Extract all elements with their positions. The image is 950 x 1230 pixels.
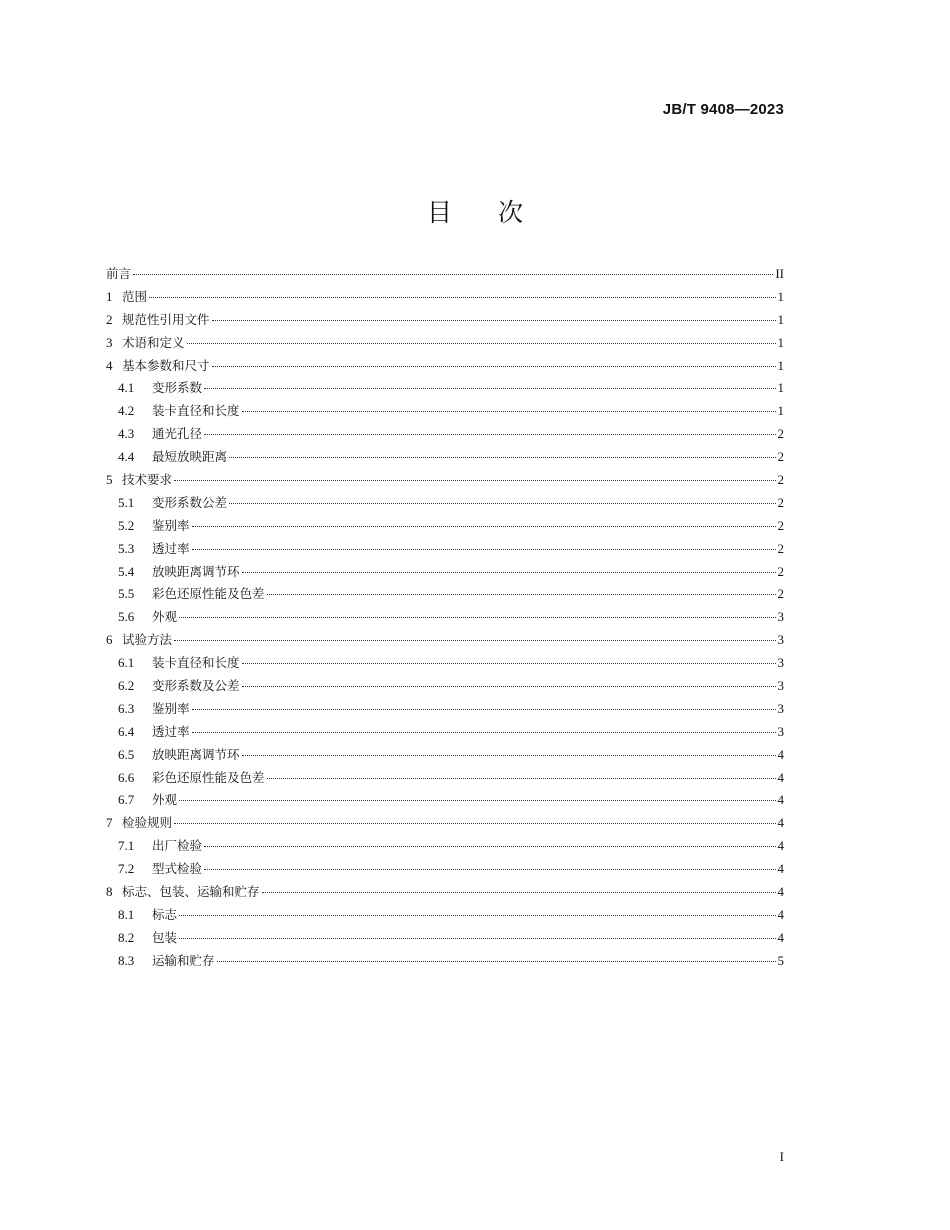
toc-entry-label: 彩色还原性能及色差 [152, 769, 265, 785]
toc-dot-leader [267, 593, 776, 595]
toc-entry-page: 4 [777, 838, 784, 854]
toc-entry-label: 变形系数公差 [152, 494, 228, 510]
toc-entry-number: 4.4 [118, 449, 135, 465]
toc-entry-number: 6.7 [118, 792, 135, 808]
toc-dot-leader [187, 342, 776, 344]
toc-dot-leader [192, 731, 776, 733]
toc-entry[interactable] [106, 332, 784, 355]
toc-dot-leader [174, 479, 775, 481]
toc-entry-number: 4.3 [118, 426, 135, 442]
toc-entry-label: 通光孔径 [152, 426, 203, 442]
toc-dot-leader [192, 548, 776, 550]
toc-entry-page: II [775, 266, 784, 281]
toc-dot-leader [149, 296, 775, 298]
toc-entry[interactable] [106, 675, 784, 698]
toc-entry[interactable] [106, 286, 784, 309]
toc-entry-label: 检验规则 [122, 815, 173, 831]
toc-entry[interactable] [106, 698, 784, 721]
toc-entry-label: 运输和贮存 [152, 952, 215, 968]
toc-entry[interactable] [106, 812, 784, 835]
toc-entry-page: 1 [777, 288, 784, 304]
toc-dot-leader [179, 616, 775, 618]
toc-entry[interactable] [106, 767, 784, 790]
toc-entry-label: 外观 [152, 792, 178, 808]
toc-dot-leader [192, 708, 776, 710]
toc-entry[interactable] [106, 881, 784, 904]
toc-entry-number: 6.2 [118, 678, 135, 694]
toc-entry-number: 5.3 [118, 540, 135, 556]
toc-entry-page: 4 [777, 861, 784, 877]
toc-entry-label: 放映距离调节环 [152, 563, 240, 579]
toc-entry-number: 7.2 [118, 861, 135, 877]
toc-dot-leader [267, 777, 776, 779]
toc-entry[interactable] [106, 789, 784, 812]
toc-entry-label: 规范性引用文件 [122, 311, 210, 327]
toc-entry-number: 7.1 [118, 838, 135, 854]
toc-entry-number: 6 [106, 632, 113, 648]
toc-dot-leader [204, 845, 775, 847]
toc-entry-label: 术语和定义 [122, 334, 185, 350]
toc-entry-label: 范围 [122, 288, 148, 304]
toc-entry-number: 6.6 [118, 769, 135, 785]
toc-entry-number: 5.1 [118, 494, 135, 510]
toc-dot-leader [204, 387, 775, 389]
toc-dot-leader [174, 639, 775, 641]
toc-dot-leader [204, 433, 775, 435]
toc-entry-page: 4 [777, 884, 784, 900]
toc-entry-label: 装卡直径和长度 [152, 655, 240, 671]
toc-entry[interactable] [106, 927, 784, 950]
toc-entry[interactable] [106, 629, 784, 652]
toc-dot-leader [133, 273, 773, 275]
toc-dot-leader [242, 685, 776, 687]
toc-entry-label: 透过率 [152, 723, 190, 739]
toc-entry-page: 1 [777, 334, 784, 350]
toc-entry-number: 8.2 [118, 929, 135, 945]
toc-entry-number: 8.3 [118, 952, 135, 968]
toc-entry[interactable] [106, 858, 784, 881]
toc-dot-leader [242, 410, 776, 412]
toc-entry-label: 鉴别率 [152, 700, 190, 716]
page-title [0, 193, 950, 229]
toc-entry[interactable] [106, 423, 784, 446]
toc-entry[interactable] [106, 835, 784, 858]
toc-entry-page: 4 [777, 815, 784, 831]
toc-entry-number: 4.2 [118, 403, 135, 419]
toc-entry-page: 4 [777, 769, 784, 785]
toc-entry[interactable] [106, 950, 784, 973]
toc-entry[interactable] [106, 263, 784, 286]
toc-dot-leader [242, 754, 776, 756]
toc-entry-label: 变形系数 [152, 380, 203, 396]
toc-entry-page: 4 [777, 792, 784, 808]
toc-entry-label: 透过率 [152, 540, 190, 556]
toc-entry-number: 5.2 [118, 517, 135, 533]
toc-entry-page: 2 [777, 563, 784, 579]
toc-entry[interactable] [106, 446, 784, 469]
toc-entry-number: 5 [106, 472, 113, 488]
toc-entry-page: 3 [777, 723, 784, 739]
toc-dot-leader [179, 799, 775, 801]
toc-entry-label: 试验方法 [122, 632, 173, 648]
page-title-part2: 次 [498, 198, 524, 227]
toc-dot-leader [229, 456, 775, 458]
toc-entry[interactable] [106, 652, 784, 675]
toc-dot-leader [179, 937, 775, 939]
toc-entry-label: 技术要求 [122, 472, 173, 488]
toc-entry[interactable] [106, 904, 784, 927]
toc-entry-page: 1 [777, 403, 784, 419]
toc-entry[interactable] [106, 721, 784, 744]
toc-entry-page: 1 [777, 311, 784, 327]
toc-entry-number: 3 [106, 334, 113, 350]
toc-entry-number: 6.4 [118, 723, 135, 739]
toc-dot-leader [212, 365, 776, 367]
toc-entry-label: 装卡直径和长度 [152, 403, 240, 419]
toc-entry-number: 1 [106, 288, 113, 304]
toc-dot-leader [229, 502, 775, 504]
toc-entry[interactable] [106, 400, 784, 423]
toc-dot-leader [204, 868, 775, 870]
toc-entry-label: 最短放映距离 [152, 449, 228, 465]
toc-entry-page: 3 [777, 609, 784, 625]
toc-entry-page: 2 [777, 540, 784, 556]
toc-entry-label: 外观 [152, 609, 178, 625]
toc-entry[interactable] [106, 309, 784, 332]
toc-entry[interactable] [106, 469, 784, 492]
toc-entry-page: 2 [777, 449, 784, 465]
toc-entry-label: 放映距离调节环 [152, 746, 240, 762]
toc-entry-label: 前言 [106, 266, 132, 281]
page-number: I [779, 1149, 784, 1164]
toc-entry-page: 3 [777, 678, 784, 694]
table-of-contents [106, 263, 784, 973]
toc-entry[interactable] [106, 583, 784, 606]
toc-entry-number: 5.4 [118, 563, 135, 579]
toc-entry[interactable] [106, 492, 784, 515]
toc-dot-leader [174, 822, 775, 824]
toc-entry[interactable] [106, 515, 784, 538]
toc-dot-leader [217, 960, 776, 962]
toc-entry-number: 5.5 [118, 586, 135, 602]
toc-entry-page: 4 [777, 746, 784, 762]
toc-dot-leader [242, 571, 776, 573]
toc-entry-page: 2 [777, 426, 784, 442]
toc-entry-page: 4 [777, 906, 784, 922]
toc-entry[interactable] [106, 744, 784, 767]
toc-dot-leader [192, 525, 776, 527]
toc-entry[interactable] [106, 377, 784, 400]
toc-dot-leader [179, 914, 775, 916]
toc-entry-page: 3 [777, 700, 784, 716]
toc-dot-leader [262, 891, 776, 893]
toc-entry[interactable] [106, 538, 784, 561]
toc-entry[interactable] [106, 355, 784, 378]
toc-entry-number: 6.1 [118, 655, 135, 671]
toc-entry-page: 1 [777, 357, 784, 373]
toc-entry-label: 包装 [152, 929, 178, 945]
toc-entry-number: 2 [106, 311, 113, 327]
toc-entry-page: 1 [777, 380, 784, 396]
toc-entry-label: 出厂检验 [152, 838, 203, 854]
toc-entry-label: 彩色还原性能及色差 [152, 586, 265, 602]
toc-entry-label: 标志 [152, 906, 178, 922]
toc-dot-leader [242, 662, 776, 664]
toc-entry-page: 2 [777, 494, 784, 510]
toc-entry-label: 鉴别率 [152, 517, 190, 533]
toc-entry[interactable] [106, 561, 784, 584]
toc-entry-number: 7 [106, 815, 113, 831]
toc-entry[interactable] [106, 606, 784, 629]
toc-entry-number: 4 [106, 357, 113, 373]
toc-dot-leader [212, 319, 776, 321]
toc-entry-page: 2 [777, 472, 784, 488]
toc-entry-page: 3 [777, 632, 784, 648]
page-title-part1: 目 [426, 198, 452, 227]
toc-entry-number: 4.1 [118, 380, 135, 396]
toc-entry-number: 8.1 [118, 906, 135, 922]
toc-entry-page: 5 [777, 952, 784, 968]
toc-entry-page: 2 [777, 517, 784, 533]
toc-entry-page: 4 [777, 929, 784, 945]
toc-entry-label: 变形系数及公差 [152, 678, 240, 694]
toc-entry-number: 6.5 [118, 746, 135, 762]
toc-entry-page: 3 [777, 655, 784, 671]
toc-entry-page: 2 [777, 586, 784, 602]
toc-entry-label: 基本参数和尺寸 [122, 357, 210, 373]
toc-entry-number: 5.6 [118, 609, 135, 625]
toc-entry-number: 8 [106, 884, 113, 900]
toc-entry-number: 6.3 [118, 700, 135, 716]
toc-entry-label: 标志、包装、运输和贮存 [122, 884, 260, 900]
toc-entry-label: 型式检验 [152, 861, 203, 877]
standard-code: JB/T 9408—2023 [662, 101, 784, 118]
